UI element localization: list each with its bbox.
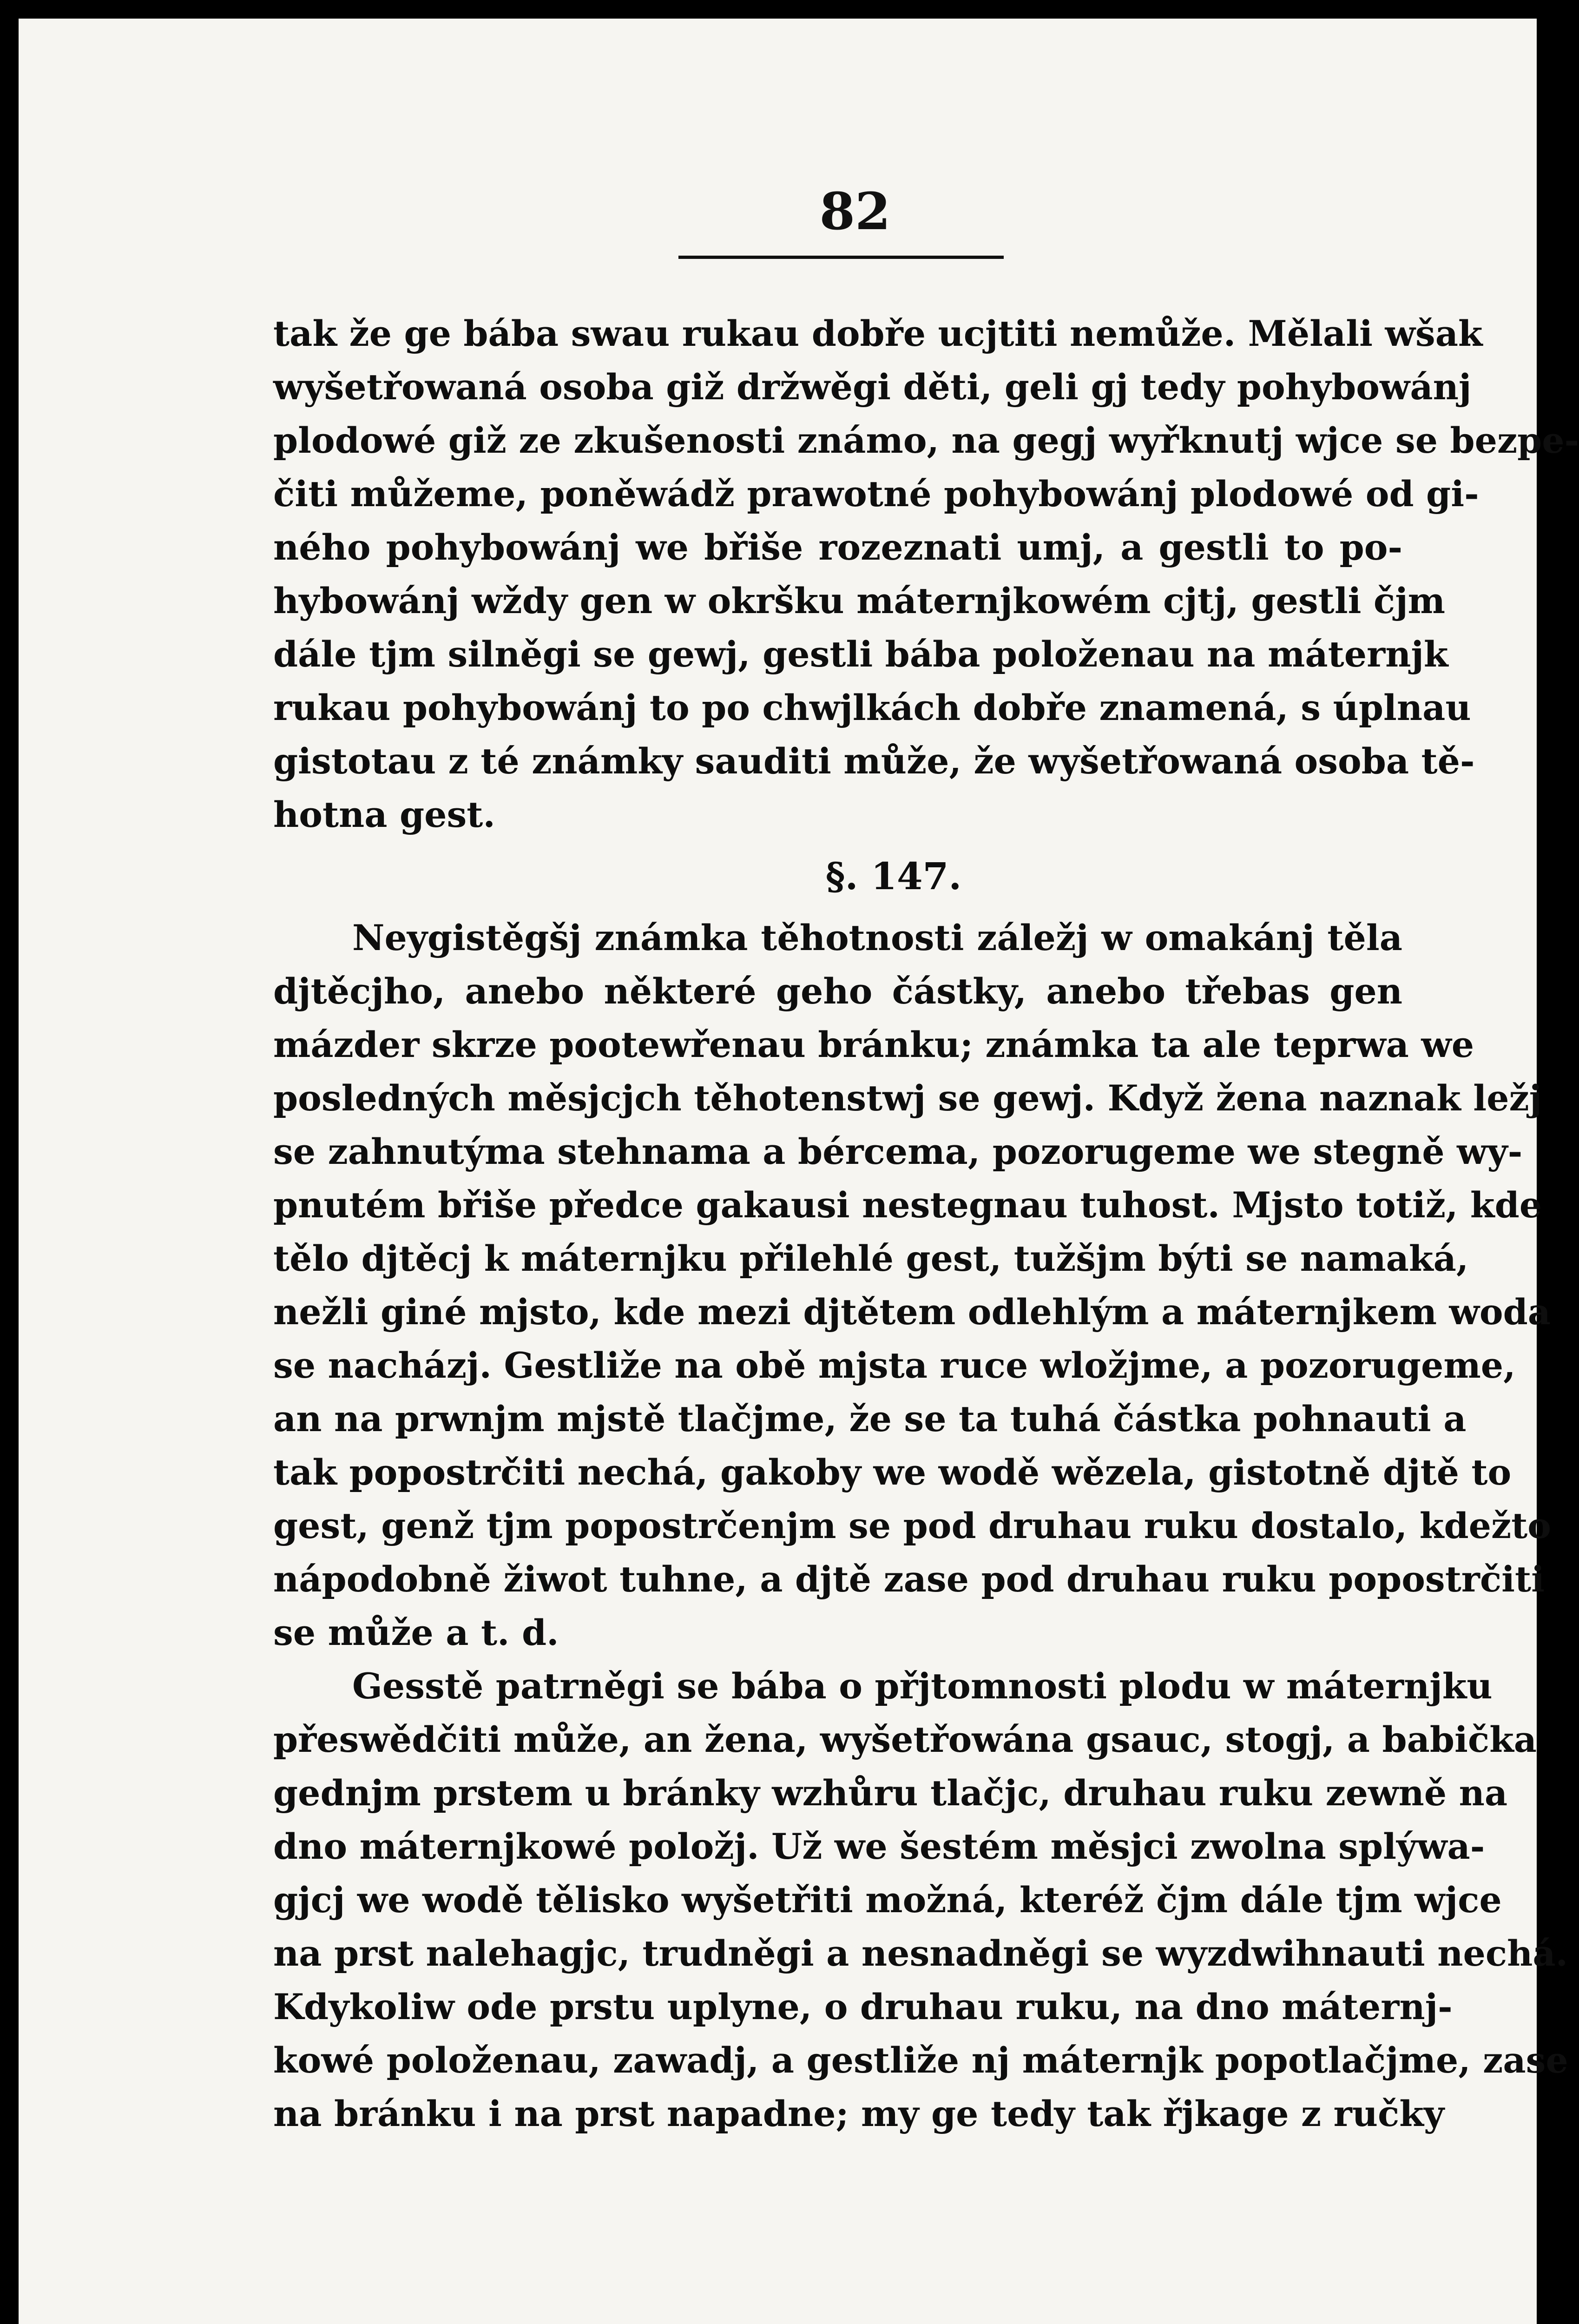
text-line: na prst nalehagjc, trudněgi a nesnadněgi se wyzdwihnauti nechá. <box>273 1933 1568 1974</box>
text-line: tak že ge bába swau rukau dobře ucjtiti nemůže. Mělali wšak <box>273 313 1483 354</box>
book-page <box>19 19 1579 2324</box>
text-line: tak popostrčiti nechá, gakoby we wodě wězela, gistotně djtě to <box>273 1452 1512 1493</box>
text-line: se nacházj. Gestliže na obě mjsta ruce wložjme, a pozorugeme, <box>273 1345 1516 1386</box>
text-line: čiti můžeme, poněwádž prawotné pohybowánj plodowé od gi- <box>273 473 1479 515</box>
text-line: gednjm prstem u bránky wzhůru tlačjc, druhau ruku zewně na <box>273 1772 1508 1814</box>
text-line: wyšetřowaná osoba giž držwěgi děti, geli gj tedy pohybowánj <box>273 366 1472 408</box>
text-line: Kdykoliw ode prstu uplyne, o druhau ruku, na dno máternj- <box>273 1986 1453 2027</box>
text-line: se zahnutýma stehnama a bércema, pozorugeme we stegně wy- <box>273 1131 1523 1172</box>
text-line: pnutém břiše předce gakausi nestegnau tuhost. Mjsto totiž, kde <box>273 1184 1542 1226</box>
text-line: gest, genž tjm popostrčenjm se pod druhau ruku dostalo, kdežto <box>273 1505 1551 1546</box>
header-rule <box>678 256 1004 259</box>
page-number: 82 <box>819 181 891 241</box>
text-line: dále tjm silněgi se gewj, gestli bába položenau na máternjk <box>273 634 1448 675</box>
text-line: hotna gest. <box>273 794 495 835</box>
text-line: se může a t. d. <box>273 1612 559 1653</box>
text-line: nežli giné mjsto, kde mezi djtětem odlehlým a máternjkem woda <box>273 1291 1551 1333</box>
paragraph-2 <box>273 911 1551 1659</box>
body-text <box>273 307 1579 2140</box>
text-line: djtěcjho, anebo některé geho částky, anebo třebas gen <box>273 971 1402 1012</box>
text-line: mázder skrze pootewřenau bránku; známka ta ale teprwa we <box>273 1024 1474 1065</box>
paragraph-3 <box>273 1659 1568 2140</box>
paragraph-1 <box>273 307 1579 841</box>
text-line: ného pohybowánj we břiše rozeznati umj, a gestli to po- <box>273 527 1402 568</box>
text-line: tělo djtěcj k máternjku přilehlé gest, tužšjm býti se namaká, <box>273 1238 1469 1279</box>
section-heading: §. 147. <box>825 854 962 898</box>
text-line: gistotau z té známky sauditi může, že wyšetřowaná osoba tě- <box>273 740 1475 782</box>
text-line: přeswědčiti může, an žena, wyšetřowána gsauc, stogj, a babička <box>273 1719 1537 1760</box>
text-line: nápodobně žiwot tuhne, a djtě zase pod druhau ruku popostrčiti <box>273 1558 1545 1600</box>
text-line: na bránku i na prst napadne; my ge tedy tak řjkage z ručky <box>273 2093 1445 2134</box>
text-line: kowé položenau, zawadj, a gestliže nj máternjk popotlačjme, zase <box>273 2040 1568 2081</box>
text-line: dno máternjkowé položj. Už we šestém měsjci zwolna splýwa- <box>273 1826 1485 1867</box>
text-line: posledných měsjcjch těhotenstwj se gewj. Když žena naznak ležj <box>273 1077 1542 1119</box>
text-line: an na prwnjm mjstě tlačjme, že se ta tuhá částka pohnauti a <box>273 1398 1467 1439</box>
text-line: rukau pohybowánj to po chwjlkách dobře znamená, s úplnau <box>273 687 1471 728</box>
text-line: hybowánj wždy gen w okršku máternjkowém cjtj, gestli čjm <box>273 580 1446 621</box>
text-line: Gesstě patrněgi se bába o přjtomnosti plodu w máternjku <box>352 1665 1493 1707</box>
text-line: gjcj we wodě tělisko wyšetřiti možná, kteréž čjm dále tjm wjce <box>273 1879 1502 1921</box>
text-line: plodowé giž ze zkušenosti známo, na gegj wyřknutj wjce se bezpe- <box>273 420 1579 461</box>
text-line: Neygistěgšj známka těhotnosti záležj w omakánj těla <box>352 917 1402 958</box>
